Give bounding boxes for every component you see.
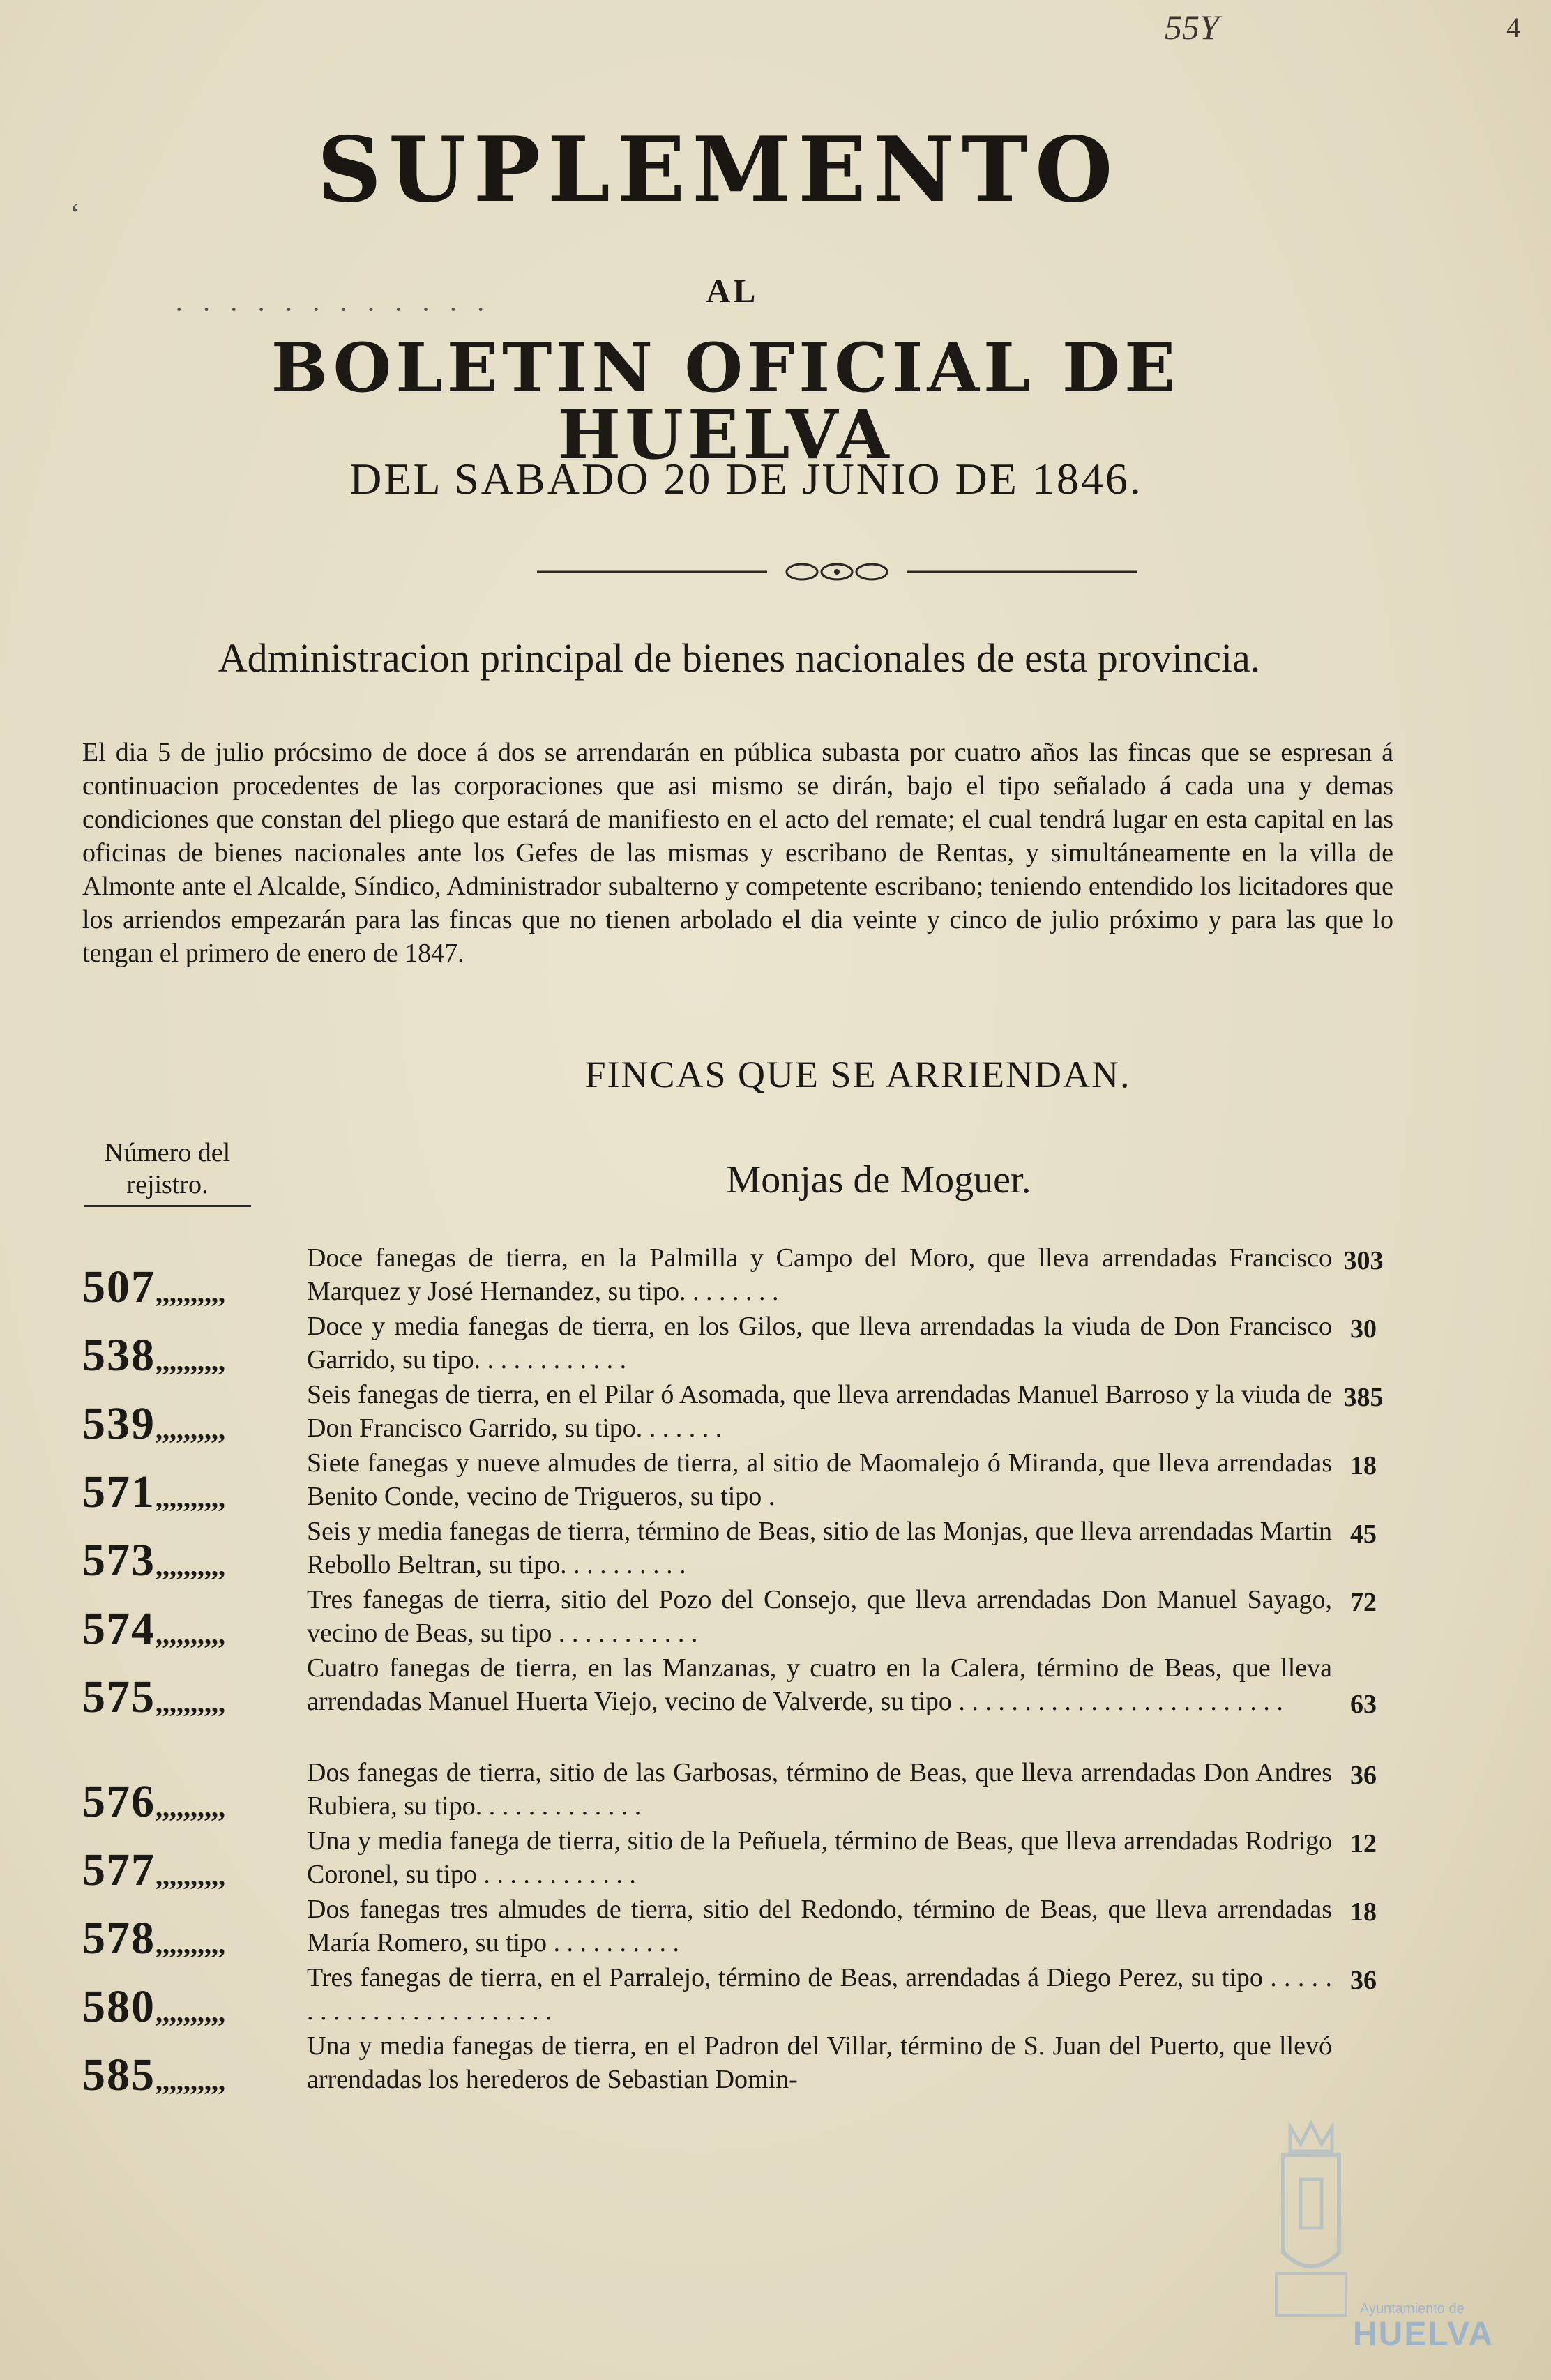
entry-description: Una y media fanega de tierra, sitio de la Peñuela, término de Beas, que lleva arrendadas Rodrigo Coronel, su tipo . . . . . . . . . . . . <box>307 1826 1332 1889</box>
boletin-title: BOLETIN OFICIAL DE HUELVA <box>271 328 1180 474</box>
fincas-title: FINCAS QUE SE ARRIENDAN. <box>584 1054 1131 1096</box>
masthead-al: AL <box>706 273 759 310</box>
entry-row <box>0 1824 1551 1894</box>
entry-description: Seis y media fanegas de tierra, término de Beas, sitio de las Monjas, que lleva arrendadas Martin Rebollo Beltran, su tipo. . . . . . . . . . <box>307 1517 1332 1579</box>
masthead-dotted-rule: · · · · · · · · · · · · <box>174 294 491 325</box>
entry-description: Doce fanegas de tierra, en la Palmilla y Campo del Moro, que lleva arrendadas Francisco Marquez y José Hernandez, su tipo. . . . . . . . <box>307 1243 1332 1306</box>
entry-description: Tres fanegas de tierra, en el Parralejo, término de Beas, arrendadas á Diego Perez, su tipo . . . . . . . . . . . . . . . . . . . . . . . . <box>307 1963 1332 2026</box>
entry-number: 507,,,,,,,,,, <box>82 1261 225 1312</box>
logo-caption-big: HUELVA <box>1353 2316 1495 2353</box>
entry-amount: 18 <box>1350 1897 1377 1927</box>
entry-row <box>0 2029 1551 2099</box>
entry-amount: 72 <box>1350 1588 1377 1617</box>
entry-row <box>0 1378 1551 1448</box>
issue-date-line: DEL SABADO 20 DE JUNIO DE 1846. <box>349 454 1143 503</box>
entry-row <box>0 1583 1551 1653</box>
masthead-title: SUPLEMENTO <box>317 118 1120 222</box>
section-title-monjas: Monjas de Moguer. <box>726 1158 1031 1202</box>
entry-amount: 63 <box>1350 1690 1377 1719</box>
entry-row <box>0 1961 1551 2031</box>
entry-number: 539,,,,,,,,,, <box>82 1398 225 1449</box>
register-column-header: Número del rejistro. <box>84 1137 251 1207</box>
entry-number: 578,,,,,,,,,, <box>82 1913 225 1964</box>
intro-paragraph: El dia 5 de julio prócsimo de doce á dos se arrendarán en pública subasta por cuatro años las fincas que se espresan á continuacion procedentes de las corporaciones que asi mismo se dirán, bajo el tipo señalado á cada una y demas condiciones que constan del pliego que estará de manifiesto en el acto del remate; el cual tendrá lugar en esta capital en las oficinas de bienes nacionales ante los Gefes de las mismas y escribano de Rentas, y simultáneamente en la villa de Almonte ante el Alcalde, Síndico, Administrador subalterno y competente escribano; teniendo entendido los licitadores que los arriendos empezarán para las fincas que no tienen arbolado el dia veinte y cinco de julio próximo y para las que lo tengan el primero de enero de 1847. <box>82 738 1393 968</box>
coat-of-arms-icon <box>1269 2113 1353 2322</box>
corner-mark: 4 <box>1506 12 1520 43</box>
entry-description: Tres fanegas de tierra, sitio del Pozo del Consejo, que lleva arrendadas Don Manuel Sayago, vecino de Beas, su tipo . . . . . . . . . . . <box>307 1585 1332 1648</box>
entry-row <box>0 1310 1551 1379</box>
entry-number: 574,,,,,,,,,, <box>82 1603 225 1654</box>
entry-amount: 45 <box>1350 1519 1377 1549</box>
entry-number: 580,,,,,,,,,, <box>82 1981 225 2032</box>
entry-description: Siete fanegas y nueve almudes de tierra, al sitio de Maomalejo ó Miranda, que lleva arrendadas Benito Conde, vecino de Trigueros, su tipo . <box>307 1448 1332 1511</box>
entry-amount: 18 <box>1350 1451 1377 1480</box>
entry-number: 577,,,,,,,,,, <box>82 1844 225 1895</box>
entry-amount: 36 <box>1350 1761 1377 1790</box>
entry-amount: 30 <box>1350 1314 1377 1344</box>
entry-row <box>0 1446 1551 1516</box>
archive-handwritten-mark: 55Y <box>1165 8 1219 47</box>
entry-amount: 303 <box>1343 1246 1384 1275</box>
entry-description: Cuatro fanegas de tierra, en las Manzanas, y cuatro en la Calera, término de Beas, que lleva arrendadas Manuel Huerta Viejo, vecino de Valverde, su tipo . . . . . . . . . . . . . . . . . . . . . . . . . <box>307 1653 1332 1716</box>
entry-amount: 36 <box>1350 1966 1377 1995</box>
entry-row <box>0 1241 1551 1311</box>
entry-number: 573,,,,,,,,,, <box>82 1535 225 1586</box>
entry-amount: 385 <box>1343 1383 1384 1412</box>
logo-caption-small: Ayuntamiento de <box>1360 2301 1465 2317</box>
section-heading-administracion: Administracion principal de bienes nacionales de esta provincia. <box>218 635 1261 681</box>
entry-description: Dos fanegas de tierra, sitio de las Garbosas, término de Beas, que lleva arrendadas Don Andres Rubiera, su tipo. . . . . . . . . . . . . <box>307 1758 1332 1821</box>
entry-row <box>0 1893 1551 1962</box>
margin-tick: ‘ <box>70 196 81 232</box>
entry-number: 575,,,,,,,,,, <box>82 1672 225 1722</box>
ornamental-divider <box>537 558 1137 586</box>
entry-row <box>0 1756 1551 1826</box>
entry-number: 538,,,,,,,,,, <box>82 1330 225 1381</box>
entry-number: 571,,,,,,,,,, <box>82 1466 225 1517</box>
entry-amount: 12 <box>1350 1829 1377 1858</box>
entry-description: Una y media fanegas de tierra, en el Padron del Villar, término de S. Juan del Puerto, que llevó arrendadas los herederos de Sebastian Domin- <box>307 2031 1332 2094</box>
entry-row <box>0 1651 1551 1721</box>
entry-description: Dos fanegas tres almudes de tierra, sitio del Redondo, término de Beas, que lleva arrendadas María Romero, su tipo . . . . . . . . . . <box>307 1895 1332 1957</box>
entry-description: Doce y media fanegas de tierra, en los Gilos, que lleva arrendadas la viuda de Don Francisco Garrido, su tipo. . . . . . . . . . . . <box>307 1312 1332 1374</box>
entry-number: 585,,,,,,,,,, <box>82 2049 225 2100</box>
entry-row <box>0 1515 1551 1584</box>
entry-description: Seis fanegas de tierra, en el Pilar ó Asomada, que lleva arrendadas Manuel Barroso y la viuda de Don Francisco Garrido, su tipo. . . . . . . <box>307 1380 1332 1443</box>
entry-number: 576,,,,,,,,,, <box>82 1776 225 1827</box>
ayuntamiento-huelva-logo <box>1269 2113 1506 2364</box>
